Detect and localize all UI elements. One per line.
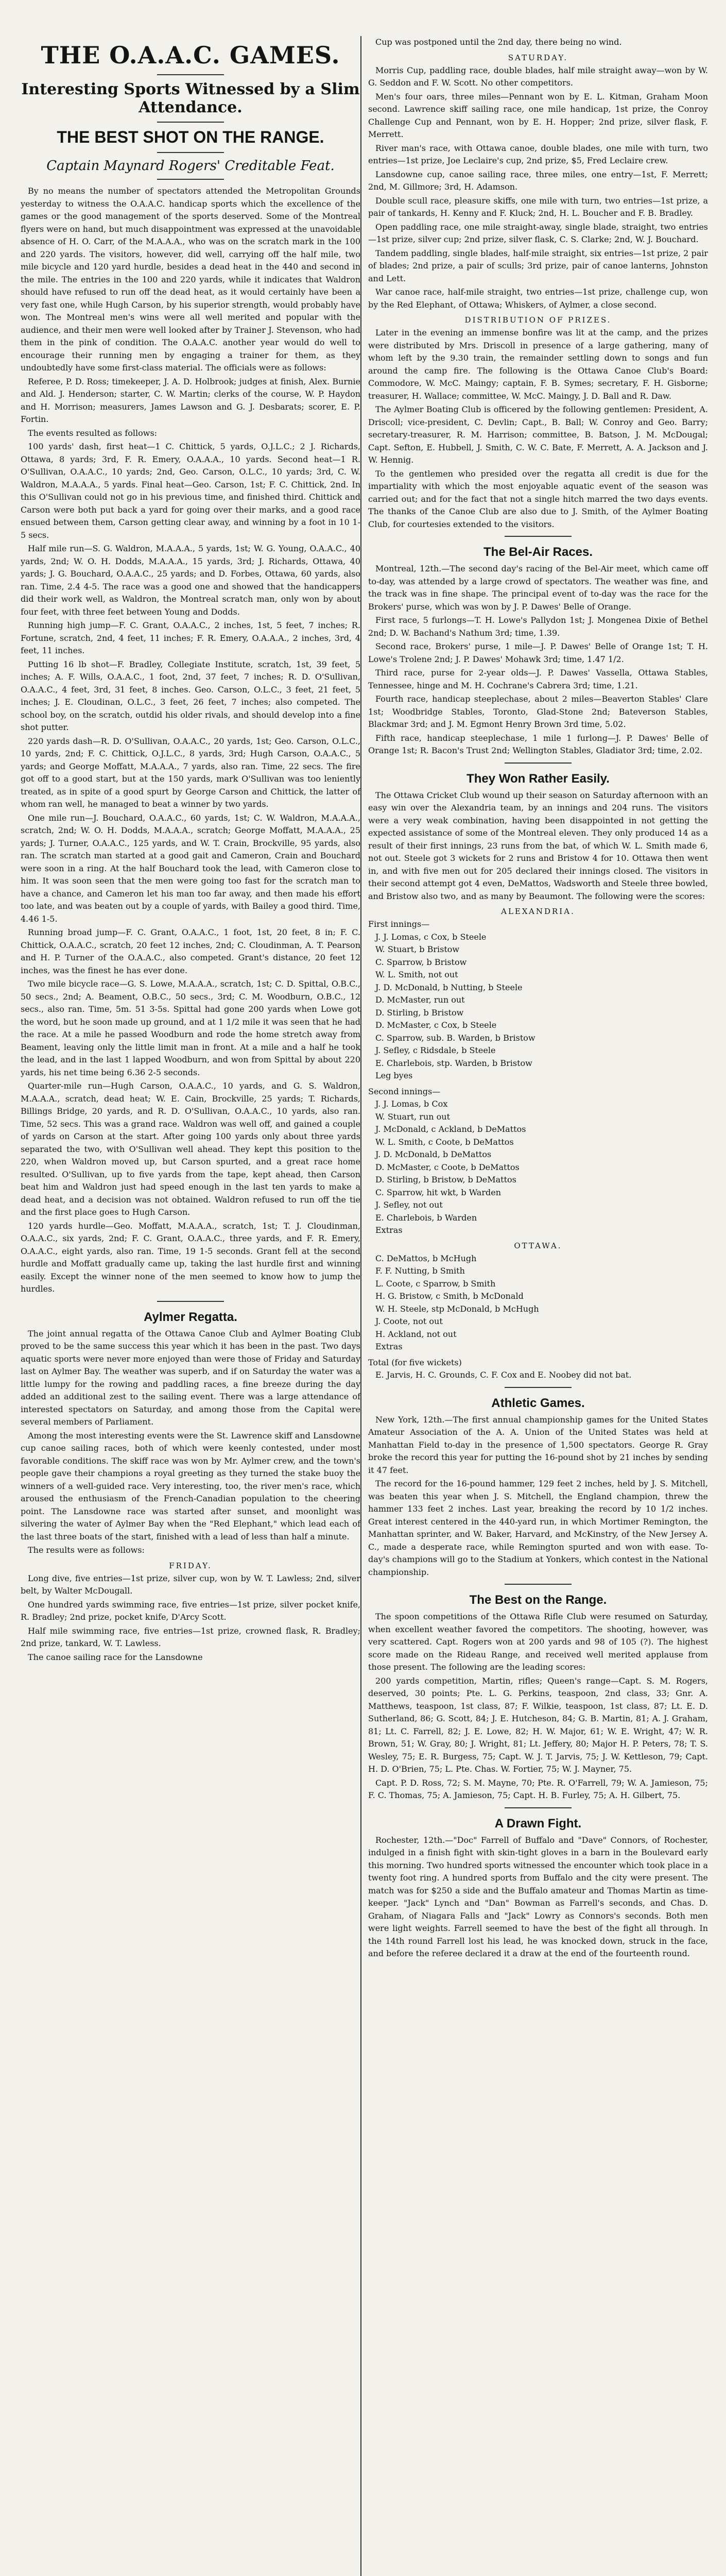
paragraph: Double scull race, pleasure skiffs, one mile with turn, two entries—1st prize, a pair of tankards, H. Kenny and F. Kluck; 2nd, H. L. Boucher and F. B. Bradley. <box>368 195 708 218</box>
paragraph: Later in the evening an immense bonfire was lit at the camp, and the prizes were distributed by Mrs. Driscoll in presence of a large gathering, many of whom left by the 9.30 train, the remainder settling down to songs and fun around the camp fire. The following is the Ottawa Canoe Club's Board: Commodore, W. McC. Maingy; captain, F. B. Symes; secretary, F. H. Gisborne; treasurer, H. Wallace; committee, W. McC. Maingy, J. D. Ball and R. Daw. <box>368 328 708 401</box>
section-heading: They Won Rather Easily. <box>466 771 610 786</box>
subheading: FRIDAY. <box>169 1561 212 1570</box>
score-line: L. Coote, c Sparrow, b Smith <box>375 1278 496 1289</box>
paragraph: The spoon competitions of the Ottawa Rifle Club were resumed on Saturday, when excellent weather favored the competitors. The shooting, however, was very scattered. Capt. Rogers won at 200 yards and 98 of 105 (?). The highest score made on the Rideau Range, and received well merited applause from those present. The following are the leading scores: <box>368 1612 708 1672</box>
paragraph: Montreal, 12th.—The second day's racing of the Bel-Air meet, which came off to-day, was attended by a large crowd of spectators. The weather was fine, and the track was in fine shape. The principal event of to-day was the race for the Brokers' purse, which was won by J. P. Dawes' Belle of Orange. <box>368 564 708 612</box>
paragraph: War canoe race, half-mile straight, two entries—1st prize, challenge cup, won by the Red Elephant, of Ottawa; Whiskers, of Aylmer, a close second. <box>368 287 708 310</box>
paragraph: Fifth race, handicap steeplechase, 1 mile 1 furlong—J. P. Dawes' Belle of Orange 1st; R. Bacon's Trust 2nd; Wellington Stables, Gladiator 3rd; time, 2.02. <box>368 733 708 755</box>
score-line: J. D. McDonald, b Nutting, b Steele <box>375 982 523 992</box>
paragraph: Lansdowne cup, canoe sailing race, three miles, one entry—1st, F. Merrett; 2nd, M. Gillmore; 3rd, H. Adamson. <box>368 169 708 192</box>
score-line: J. Coote, not out <box>375 1316 443 1326</box>
score-line: J. D. McDonald, b DeMattos <box>375 1149 492 1159</box>
score-line: C. Sparrow, sub. B. Warden, b Bristow <box>375 1032 535 1043</box>
paragraph: The canoe sailing race for the Lansdowne <box>28 1652 203 1662</box>
paragraph: Long dive, five entries—1st prize, silver cup, won by W. T. Lawless; 2nd, silver belt, by Walter McDougall. <box>21 1573 360 1596</box>
paragraph: The results were as follows: <box>28 1545 145 1555</box>
paragraph: Half mile swimming race, five entries—1st prize, crowned flask, R. Bradley; 2nd prize, tankard, W. T. Lawless. <box>21 1625 360 1648</box>
score-line: D. McMaster, c Coote, b DeMattos <box>375 1162 520 1172</box>
paragraph: To the gentlemen who presided over the regatta all credit is due for the impartiality with which the most enjoyable aquatic event of the season was carried out; and for the fact that not a single hitch marred the two days events. The thanks of the Canoe Club are also due to J. Smith, of the Aylmer Boating Club, for courtesies extended to the visitors. <box>368 468 708 529</box>
deck-1: Interesting Sports Witnessed by a Slim Attendance. <box>21 80 360 116</box>
divider <box>157 179 224 180</box>
subheading: OTTAWA. <box>514 1241 562 1250</box>
paragraph: New York, 12th.—The first annual championship games for the United States Amateur Association of the A. A. Union of the United States was held at Manhattan Field to-day in the presence of 1,500 spectators. George R. Gray broke the record this year for putting the 16-pound shot by 21 inches by sending it 47 feet. <box>368 1414 708 1475</box>
score-line: E. Charlebois, b Warden <box>375 1212 477 1223</box>
score-line: E. Charlebois, stp. Warden, b Bristow <box>375 1058 532 1068</box>
paragraph: Half mile run—S. G. Waldron, M.A.A.A., 5 yards, 1st; W. G. Young, O.A.A.C., 40 yards, 2nd; W. O. H. Dodds, M.A.A.A., 15 yards, 3rd; J. Richards, Ottawa, 40 yards; J. G. Bouchard, O.A.A.C., 25 yards; and D. Forbes, Ottawa, 60 yards, also ran. Time, 2.4 4-5. The race was a good one and showed that the handicappers did their work well, as Waldron, the Montreal scratch man, only won by about four feet, with three feet between Young and Dodds. <box>21 544 360 617</box>
divider <box>505 1807 572 1808</box>
subheading: DISTRIBUTION OF PRIZES. <box>464 315 612 325</box>
paragraph: Two mile bicycle race—G. S. Lowe, M.A.A.A., scratch, 1st; C. D. Spittal, O.B.C., 50 secs., 2nd; A. Beament, O.B.C., 50 secs., 3rd; C. M. Woodburn, O.B.C., 12 secs., also ran. Time, 5m. 51 3-5s. Spittal had gone 200 yards when Lowe got the word, but he soon made up ground, and at 1 1/2 mile it was seen that he had the race. At a mile he passed Woodburn and rode the home stretch away from Beament, leaving only the little limit man in front. At a mile and a half he took the lead, and in the last 1 lapped Woodburn, and won from Spittal by about 220 yards, his net time being 6.36 2-5 seconds. <box>21 979 360 1077</box>
divider <box>157 152 224 153</box>
paragraph: Third race, purse for 2-year olds—J. P. Dawes' Vassella, Ottawa Stables, Tennessee, hinge and M. H. Cochrane's Cabrera 3rd; time, 1.21. <box>368 668 708 690</box>
paragraph: Open paddling race, one mile straight-away, single blade, straight, two entries—1st prize, silver cup; 2nd prize, silver flask, C. S. Clarke; 2nd, W. J. Bouchard. <box>368 222 708 244</box>
subheading: SATURDAY. <box>508 53 568 62</box>
score-line: W. L. Smith, not out <box>375 970 458 979</box>
score-line: H. G. Bristow, c Smith, b McDonald <box>375 1291 524 1301</box>
score-line: J. J. Lomas, b Cox <box>375 1099 448 1109</box>
subheading: ALEXANDRIA. <box>501 907 575 916</box>
paragraph: Morris Cup, paddling race, double blades, half mile straight away—won by W. G. Seddon and F. W. Scott. No other competitors. <box>368 65 708 88</box>
paragraph: E. Jarvis, H. C. Grounds, C. F. Cox and E. Noobey did not bat. <box>375 1370 632 1380</box>
paragraph: 120 yards hurdle—Geo. Moffatt, M.A.A.A., scratch, 1st; T. J. Cloudinman, O.A.A.C., six yards, 2nd; F. C. Grant, O.A.A.C., three yards, and F. R. Emery, O.A.A.C., eight yards, also ran. Time, 19 1-5 seconds. Grant fell at the second hurdle and Moffatt gradually came up, taking the last hurdle first and winning easily. Except the winner none of the men seemed to know how to jump the hurdles. <box>21 1221 360 1294</box>
section-heading: Aylmer Regatta. <box>144 1310 237 1324</box>
innings-label: First innings— <box>368 919 430 929</box>
paragraph: Fourth race, handicap steeplechase, about 2 miles—Beaverton Stables' Clare 1st; Woodbridge Stables, Toronto, Glad-Stone 2nd; Bateverson Stables, Blackmar 3rd; and J. M. Egmont Henry Brown 3rd time, 5.02. <box>368 694 708 729</box>
column-right <box>368 36 708 1961</box>
score-line: C. DeMattos, b McHugh <box>375 1253 477 1263</box>
score-line: Extras <box>375 1342 403 1351</box>
score-line: J. Sefley, c Ridsdale, b Steele <box>375 1045 496 1055</box>
paragraph: Rochester, 12th.—"Doc" Farrell of Buffalo and "Dave" Connors, of Rochester, indulged in a finish fight with skin-tight gloves in a barn in the Boulevard early this morning. Two hundred sports witnessed the encounter which took place in a twenty foot ring. A hundred sports from Buffalo and the city were present. The match was for $250 a side and the Buffalo amateur and Thomas Martin as time-keeper. "Jack" Lynch and "Dan" Bowman as Farrell's seconds, and Chas. D. Graham, of Niagara Falls and "Jack" Lowry as Connors's seconds. Both men were light weights. Farrell seemed to have the best of the fight all through. In the 14th round Farrell lost his lead, he was knocked down, struck in the face, and before the referee declared it a draw at the end of the fourteenth round. <box>368 1835 708 1958</box>
paragraph: Second race, Brokers' purse, 1 mile—J. P. Dawes' Belle of Orange 1st; T. H. Lowe's Trolene 2nd; J. P. Dawes' Mohawk 3rd; time, 1.47 1/2. <box>368 641 708 664</box>
section-heading: The Best on the Range. <box>469 1593 607 1607</box>
score-line: C. Sparrow, hit wkt, b Warden <box>375 1187 501 1197</box>
paragraph: By no means the number of spectators attended the Metropolitan Grounds yesterday to witness the O.A.A.C. handicap sports which the excellence of the games or the good management of the sports deserved. Some of the Montreal flyers were on hand, but much disappointment was expressed at the unavoidable absence of H. O. Carr, of the M.A.A.A., who was on the scratch mark in the 100 and 220 yards. The visitors, however, did well, carrying off the half mile, two mile bicycle and 120 yard hurdle, besides a dead heat in the 440 and second in the mile. The entries in the 100 and 220 yards, while it indicates that Waldron should have refused to run off the dead heat, as it would certainly have been a very fast one, while Hugh Carson, by his superior strength, would probably have won. The Montreal men's wins were all well merited and popular with the audience, and their men were well looked after by Trainer J. Stevenson, who had them in the pink of condition. The O.A.A.C. another year would do well to encourage their running men by engaging a trainer for them, as they undoubtedly have some first-class material. The officials were as follows: <box>21 186 360 372</box>
score-line: D. Stirling, b Bristow, b DeMattos <box>375 1175 516 1184</box>
paragraph: The record for the 16-pound hammer, 129 feet 2 inches, held by J. S. Mitchell, was beaten this year when J. S. Mitchell, the England champion, threw the hammer 133 feet 2 inches. Last year, breaking the record by 10 1/2 inches. Great interest centered in the 440-yard run, in which Mortimer Remington, the Manhattan sprinter, and W. Baker, Harvard, and McKinstry, of the New Jersey A. C., made a desperate race, while Remington spurted and won with ease. To-day's champions will go to the Stadium at Yonkers, which contest in the National championship. <box>368 1479 708 1577</box>
paragraph: Tandem paddling, single blades, half-mile straight, six entries—1st prize, 2 pair of blades; 2nd prize, a pair of sculls; 3rd prize, pair of canoe lanterns, Johnston and Lett. <box>368 248 708 283</box>
paragraph: Men's four oars, three miles—Pennant won by E. L. Kitman, Graham Moon second. Lawrence skiff sailing race, one mile handicap, 1st prize, the Conroy Challenge Cup and Pennant, won by E. H. Hopper; 2nd prize, silver flask, F. Merrett. <box>368 91 708 139</box>
paragraph: Running broad jump—F. C. Grant, O.A.A.C., 1 foot, 1st, 20 feet, 8 in; F. C. Chittick, O.A.A.C., scratch, 20 feet 12 inches, 2nd; C. Cloudinman, A. T. Pearson and H. P. Turner of the O.A.A.C., also competed. Grant's distance, 20 feet 12 inches, was the finest he has ever done. <box>21 927 360 975</box>
paragraph: The Ottawa Cricket Club wound up their season on Saturday afternoon with an easy win over the Alexandria team, by an innings and 204 runs. The visitors were a very weak combination, having been disappointed in not getting the expected assistance of some of the Montreal eleven. They only produced 14 as a result of their first innings, 23 runs from the bat, of which W. L. Smith made 6, not out. Steele got 3 wickets for 2 runs and Bristow 4 for 10. Ottawa then went in, and with five men out for 205 declared their innings closed. The visitors in their second attempt got 4 even, DeMattos, Wadsworth and Steele three bowled, and Bristow also two, and as many by Beaumont. The following were the scores: <box>368 790 708 901</box>
score-line: H. Ackland, not out <box>375 1329 457 1339</box>
paragraph: First race, 5 furlongs—T. H. Lowe's Pallydon 1st; J. Mongenea Dixie of Bethel 2nd; D. W. Bachand's Nathum 3rd; time, 1.39. <box>368 615 708 638</box>
score-line: D. McMaster, c Cox, b Steele <box>375 1020 497 1030</box>
paragraph: One hundred yards swimming race, five entries—1st prize, silver pocket knife, R. Bradley; 2nd prize, pocket knife, D'Arcy Scott. <box>21 1599 360 1622</box>
score-line: C. Sparrow, b Bristow <box>375 957 467 967</box>
score-line: W. L. Smith, c Coote, b DeMattos <box>375 1137 514 1147</box>
paragraph: Putting 16 lb shot—F. Bradley, Collegiate Institute, scratch, 1st, 39 feet, 5 inches; A. F. Wills, O.A.A.C., 1 foot, 2nd, 37 feet, 7 inches; R. D. O'Sullivan, O.A.A.C., 4 feet, 3rd, 31 feet, 8 inches. Geo. Carson, O.L.C., 3 feet, 21 feet, 5 inches; J. E. Cloudinan, O.L.C., 3 feet, 26 feet, 7 inches; also competed. The school boy, on the scratch, outdid his older rivals, and should develop into a fine shot putter. <box>21 659 360 732</box>
paragraph: Among the most interesting events were the St. Lawrence skiff and Lansdowne cup canoe sailing races, both of which were keenly contested, under most favorable conditions. The skiff race was won by Mr. Aylmer crew, and the town's people gave their champions a royal greeting as they turned the stake buoy the winners of a well-guided race. Very interesting, too, the river men's race, which aroused the enthusiasm of the French-Canadian population to the cheering point. The Lansdowne race was started after sunset, and moonlight was silvering the water of Aylmer Bay when the "Red Elephant," which lead each of the last three boats of the start, finished with a lead of less than half a minute. <box>21 1430 360 1541</box>
score-line: D. McMaster, run out <box>375 995 465 1005</box>
score-line: Leg byes <box>375 1071 413 1080</box>
innings-label: Second innings— <box>368 1086 441 1096</box>
score-line: D. Stirling, b Bristow <box>375 1007 464 1018</box>
divider <box>505 1387 572 1388</box>
paragraph: Cup was postponed until the 2nd day, there being no wind. <box>375 37 622 47</box>
section-heading: The Bel-Air Races. <box>483 545 593 559</box>
divider <box>505 762 572 764</box>
divider <box>505 536 572 537</box>
score-line: W. Stuart, run out <box>375 1111 451 1122</box>
score-line: W. Stuart, b Bristow <box>375 944 460 954</box>
divider <box>157 122 224 123</box>
section-heading: Athletic Games. <box>491 1396 585 1410</box>
paragraph: Capt. P. D. Ross, 72; S. M. Mayne, 70; Pte. R. O'Farrell, 79; W. A. Jamieson, 75; F. C. Thomas, 75; A. Jamieson, 75; Capt. H. B. Furley, 75; A. H. Gilbert, 75. <box>368 1777 708 1800</box>
paragraph: River man's race, with Ottawa canoe, double blades, one mile with turn, two entries—1st prize, Joe Leclaire's cup, 2nd prize, $5, Fred Leclaire crew. <box>368 143 708 165</box>
column-left <box>21 36 360 1665</box>
divider <box>157 74 224 75</box>
column-rule <box>360 36 361 2576</box>
score-line: Extras <box>375 1225 403 1235</box>
deck-3: Captain Maynard Rogers' Creditable Feat. <box>46 158 335 174</box>
paragraph: 220 yards dash—R. D. O'Sullivan, O.A.A.C., 20 yards, 1st; Geo. Carson, O.L.C., 10 yards, 2nd; F. C. Chittick, O.J.L.C., 8 yards, 3rd; Hugh Carson, O.A.A.C., 5 yards; and George Moffatt, M.A.A.A., 7 yards, also ran. Time, 22 secs. The fire got off to a good start, but at the 150 yards, mark O'Sullivan was too leniently treated, as in spite of a good spurt by George Carson and Chittick, the latter of whom ran well, he managed to beat a winner by two yards. <box>21 736 360 809</box>
paragraph: Referee, P. D. Ross; timekeeper, J. A. D. Holbrook; judges at finish, Alex. Burnie and Ald. J. Henderson; starter, C. W. Martin; clerks of the course, W. P. Haydon and H. Morrison; measurers, James Lawson and G. J. Desbarats; scorer, E. P. Fortin. <box>21 376 360 424</box>
score-line: J. McDonald, c Ackland, b DeMattos <box>375 1124 526 1134</box>
paragraph: 100 yards' dash, first heat—1 C. Chittick, 5 yards, O.J.L.C.; 2 J. Richards, Ottawa, 8 yards; 3rd, F. R. Emery, O.A.A.A., 10 yards. Second heat—1 R. O'Sullivan, O.A.A.C., 10 yards; 2nd, Geo. Carson, O.L.C., 10 yards; 3rd, C. W. Waldron, M.A.A.A., 5 yards. Final heat—Geo. Carson, 1st; F. C. Chittick, 2nd. In this O'Sullivan could not go in his previous time, and finished third. Chittick and Carson were both put back a yard for going over their marks, and a good race ensued between them, Carson getting clear away, and winning by a foot in 10 1-5 secs. <box>21 442 360 540</box>
divider <box>505 1584 572 1585</box>
section-heading: A Drawn Fight. <box>494 1816 582 1831</box>
headline: THE O.A.A.C. GAMES. <box>41 41 340 69</box>
total-line: Total (for five wickets) <box>368 1357 462 1367</box>
paragraph: The events resulted as follows: <box>28 428 158 438</box>
paragraph: 200 yards competition, Martin, rifles; Queen's range—Capt. S. M. Rogers, deserved, 30 points; Pte. L. G. Perkins, teaspoon, 2nd class, 33; Gnr. A. Matthews, teaspoon, 1st class, 87; F. Wilkie, teaspoon, 1st class, 87; Lt. E. D. Sutherland, 86; G. Scott, 84; J. E. Hutcheson, 84; G. B. Martin, 81; A. J. Graham, 81; Lt. C. Farrell, 82; J. E. Lowe, 82; H. W. Major, 61; W. E. Wright, 47; W. R. Brown, 51; W. Gray, 80; J. Wright, 81; Lt. Jeffery, 80; Major H. P. Peters, 78; T. S. Wesley, 75; E. R. Burgess, 75; Capt. W. J. T. Jarvis, 75; J. W. Kettleson, 79; Capt. H. D. O'Brien, 75; L. Pte. Chas. W. Fortier, 75; W. J. Mayner, 75. <box>368 1675 708 1774</box>
paragraph: Running high jump—F. C. Grant, O.A.A.C., 2 inches, 1st, 5 feet, 7 inches; R. Fortune, scratch, 2nd, 4 feet, 11 inches; F. R. Emery, O.A.A.A., 2 inches, 3rd, 4 feet, 11 inches. <box>21 620 360 655</box>
paragraph: The Aylmer Boating Club is officered by the following gentlemen: President, A. Driscoll; vice-president, C. Devlin; Capt., B. Ball; W. Conroy and Geo. Barry; secretary-treasurer, R. M. Harrison; committee, B. Batson, J. M. McDougal; Capt. Sefton, E. Hubbell, J. Smith, C. W. C. Bate, F. Merrett, A. A. Jackson and J. W. Hennig. <box>368 404 708 465</box>
score-line: W. H. Steele, stp McDonald, b McHugh <box>375 1303 539 1314</box>
score-line: J. Sefley, not out <box>375 1200 443 1210</box>
paragraph: The joint annual regatta of the Ottawa Canoe Club and Aylmer Boating Club proved to be the same success this year which it has been in the past. Two days aquatic sports were never more enjoyed than were those of Friday and Saturday last on Aylmer Bay. The weather was superb, and if on Saturday the water was a little lumpy for the rowing and paddling races, a fine breeze during the day added an additional zest to the sailing event. There was a large attendance of interested spectators on Saturday, and among those from the Capital were several members of Parliament. <box>21 1328 360 1427</box>
divider <box>157 1301 224 1302</box>
deck-2: THE BEST SHOT ON THE RANGE. <box>57 128 324 146</box>
score-line: F. F. Nutting, b Smith <box>375 1266 465 1276</box>
paragraph: One mile run—J. Bouchard, O.A.A.C., 60 yards, 1st; C. W. Waldron, M.A.A.A., scratch, 2nd; W. O. H. Dodds, M.A.A.A., scratch; George Moffatt, M.A.A.A., 25 yards; J. Turner, O.A.A.C., 125 yards, and W. T. Crain, Brockville, 95 yards, also ran. The scratch man started at a good gait and Cameron, Crain and Bouchard were soon in a ring. At the half Bouchard took the lead, with Cameron close to him. It was soon seen that the men were going too fast for the scratch man to have a chance, and Cameron let his man too far away, and then made his effort too late, and was beaten out by a couple of yards, with Bailey a good third. Time, 4.46 1-5. <box>21 812 360 924</box>
score-line: J. J. Lomas, c Cox, b Steele <box>375 931 487 942</box>
paragraph: Quarter-mile run—Hugh Carson, O.A.A.C., 10 yards, and G. S. Waldron, M.A.A.A., scratch, dead heat; W. E. Cain, Brockville, 25 yards; T. Richards, Billings Bridge, 20 yards, and R. D. O'Sullivan, O.A.A.C., 10 yards, also ran. Time, 52 secs. This was a grand race. Waldron was well off, and gained a couple of yards on Carson at the start. After going 100 yards only about three yards separated the two, with O'Sullivan well ahead. They kept this position to the 220, when Waldron moved up, but Carson spurted, and a great race home resulted. O'Sullivan, up to five yards from the tape, kept ahead, then Carson beat him and Waldron just had speed enough in the last ten yards to make a dead heat, and a decision was not obtained. Waldron refused to run off the tie and the first place goes to Hugh Carson. <box>21 1081 360 1217</box>
